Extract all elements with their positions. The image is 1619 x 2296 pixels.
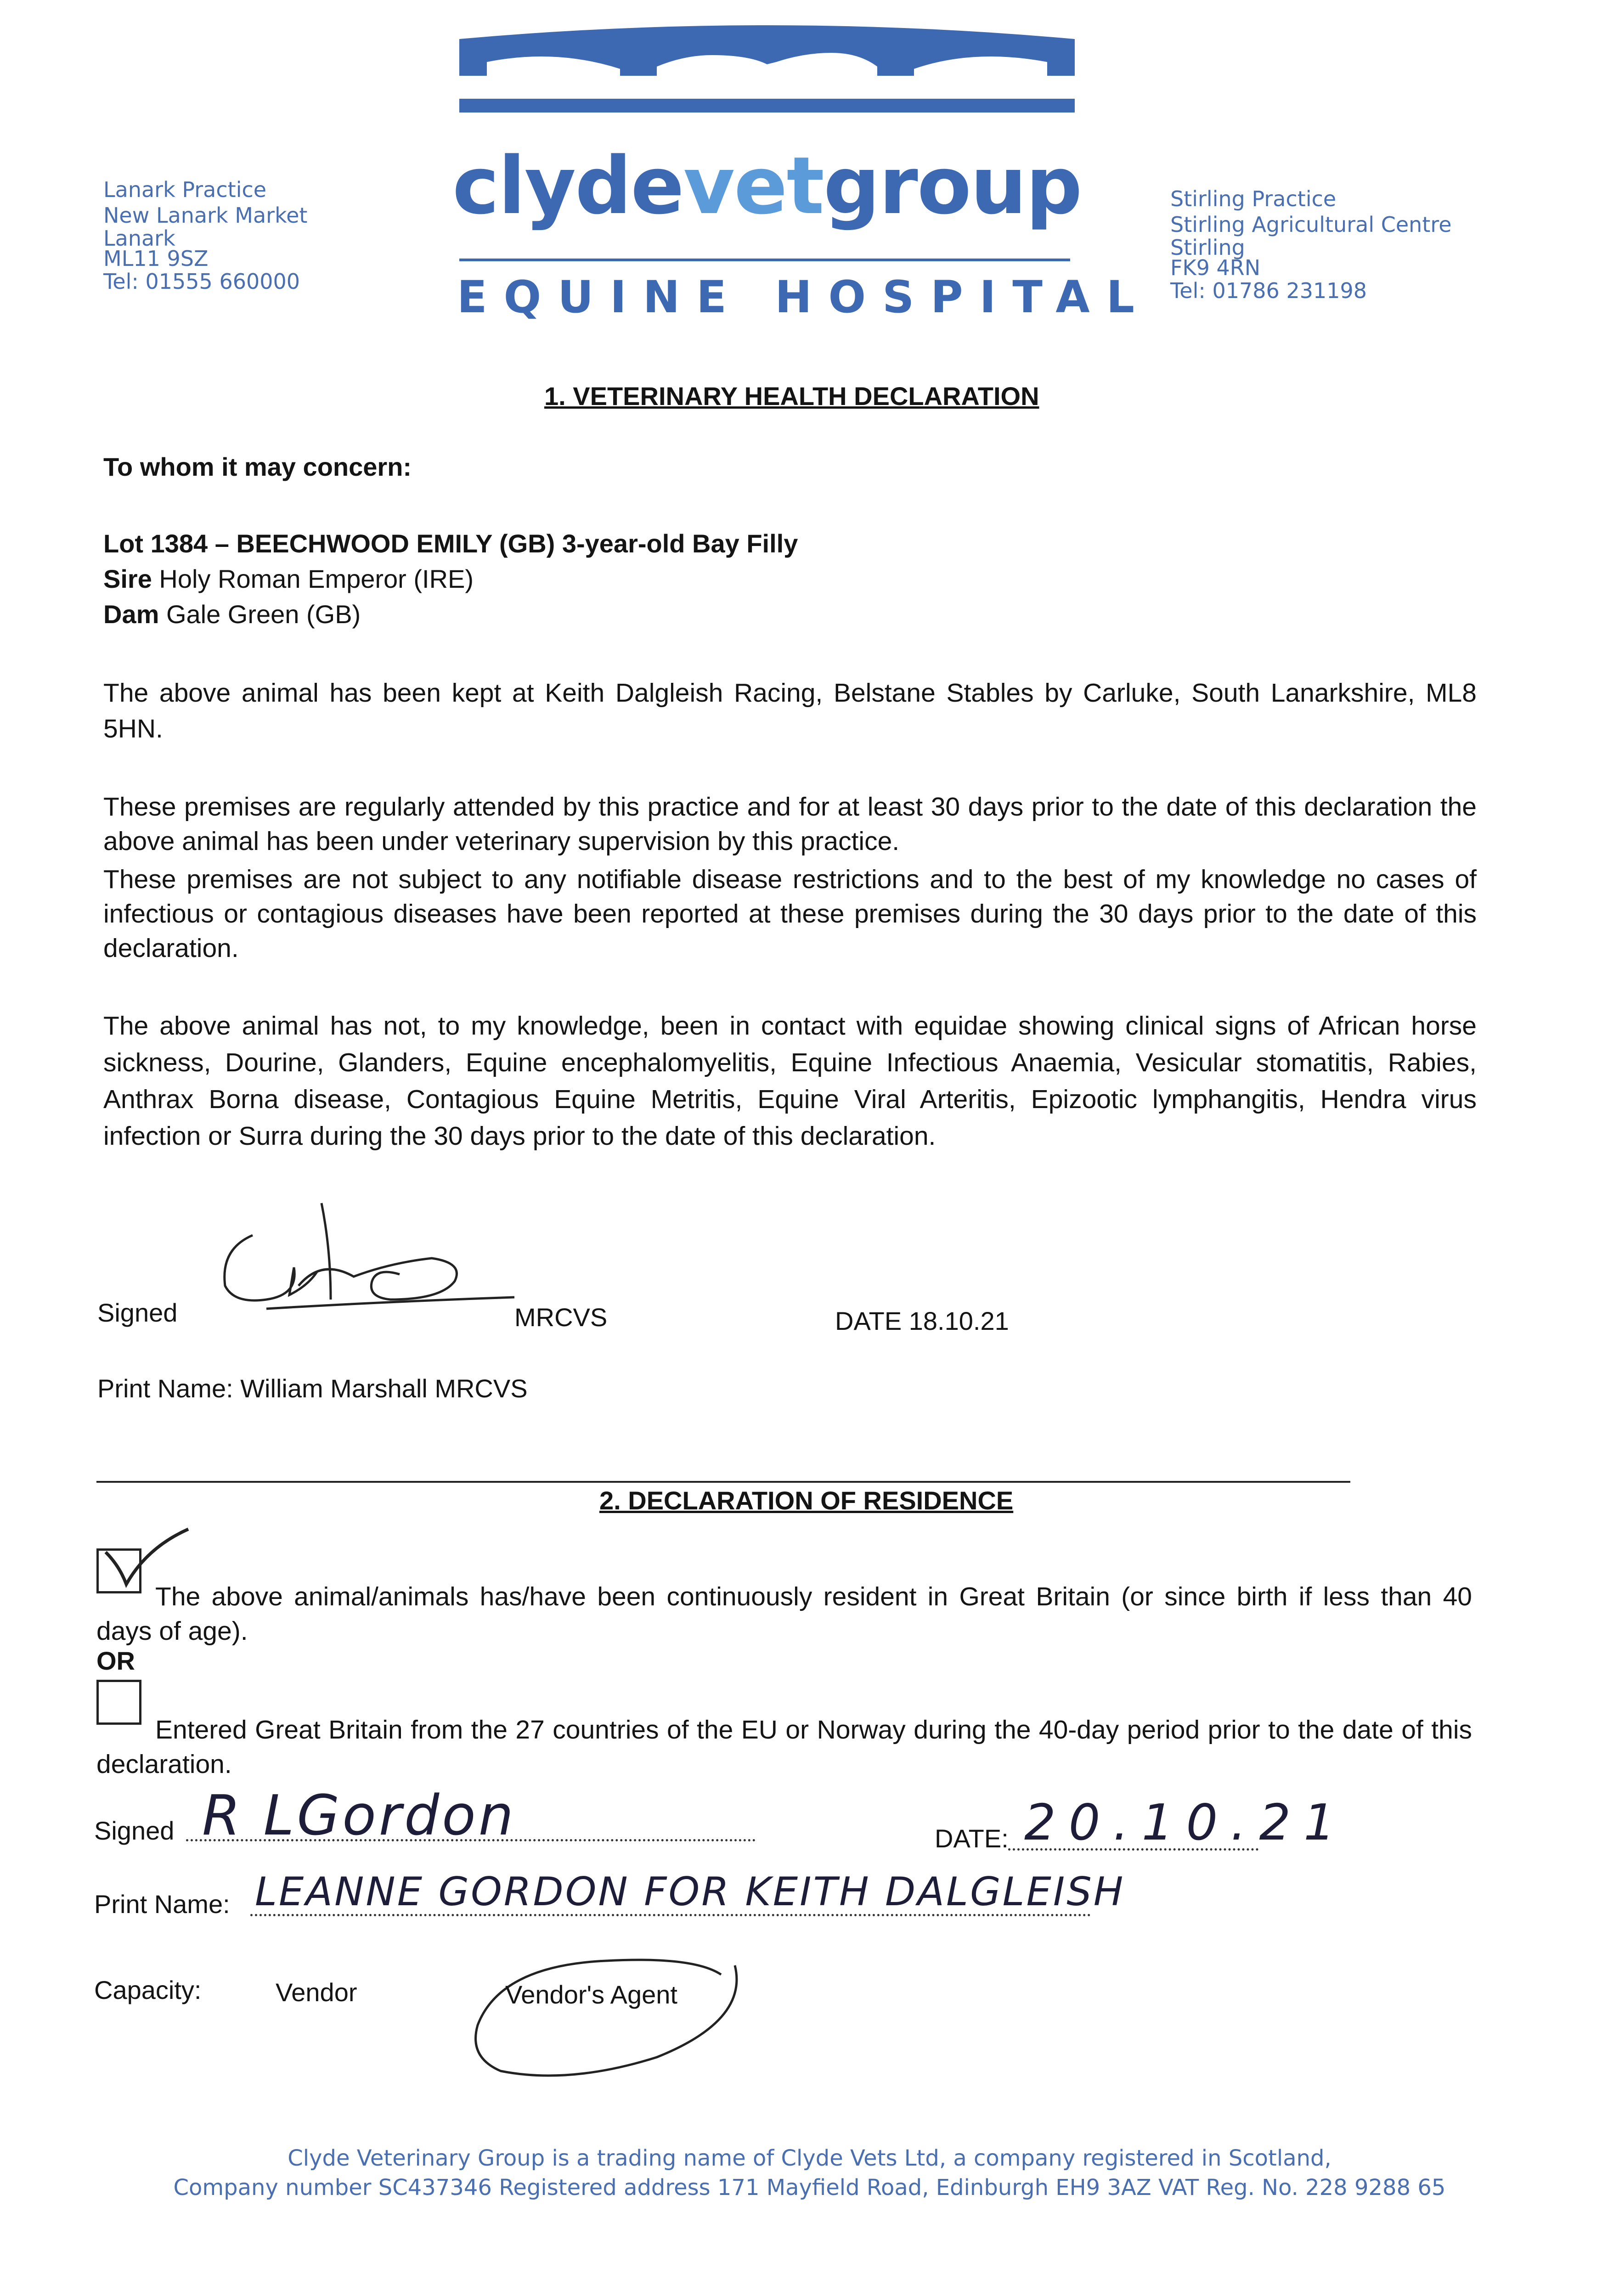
address-line: Stirling Agricultural Centre xyxy=(1170,212,1452,237)
owner-print-label: Print Name: xyxy=(94,1890,230,1919)
owner-print-handwritten: LEANNE GORDON FOR KEITH DALGLEISH xyxy=(255,1869,1125,1915)
address-line: Tel: 01555 660000 xyxy=(103,269,300,294)
paragraph-contact-declaration: The above animal has not, to my knowledge, been in contact with equidae showing clinical signs of African horse sickness, Dourine, Glanders, Equine encephalomyelitis, Equine Infectious Anaemia, Vesicular stomatitis, Rabies, Anthrax Borna disease, Contagious Equine Metritis, Equine Viral Arteritis, Epizootic lymphangitis, Hendra virus infection or Surra during the 30 days prior to the date of this declaration. xyxy=(103,1011,1477,1151)
address-line: ML11 9SZ xyxy=(103,246,209,271)
or-label: OR xyxy=(96,1646,135,1675)
dam-value: Gale Green (GB) xyxy=(166,600,361,629)
capacity-vendor[interactable]: Vendor xyxy=(276,1978,357,2007)
owner-signed-label: Signed xyxy=(94,1816,175,1845)
owner-signature: R LGordon xyxy=(202,1784,516,1848)
stirling-practice-address xyxy=(1170,186,1452,304)
paragraph-disease-restrictions: These premises are not subject to any notifiable disease restrictions and to the best of my knowledge no cases of infectious or contagious diseases have been reported at these premises during the 30 days prior to the date of this declaration. xyxy=(103,865,1477,963)
capacity-vendors-agent[interactable]: Vendor's Agent xyxy=(505,1980,677,2009)
paragraph-supervision: These premises are regularly attended by this practice and for at least 30 days prior to the date of this declaration the above animal has been under veterinary supervision by this practice. xyxy=(103,792,1477,856)
lot-line: Lot 1384 – BEECHWOOD EMILY (GB) 3-year-old Bay Filly xyxy=(103,529,798,558)
vet-declaration-date: DATE 18.10.21 xyxy=(835,1306,1009,1335)
mrcvs-label: MRCVS xyxy=(514,1303,608,1332)
bridge-logo-icon xyxy=(455,21,1079,126)
capacity-selection-circle xyxy=(464,1947,749,2089)
footer-line-1: Clyde Veterinary Group is a trading name of Clyde Vets Ltd, a company registered in Scotland, xyxy=(288,2145,1331,2171)
logo-word-clyde: clyde xyxy=(452,140,683,232)
dam-label: Dam xyxy=(103,600,159,629)
lanark-practice-address xyxy=(103,177,307,294)
dam-line xyxy=(103,597,361,632)
footer xyxy=(92,2144,1527,2202)
section-divider xyxy=(96,1481,1350,1483)
address-line: FK9 4RN xyxy=(1170,255,1261,280)
address-line: Tel: 01786 231198 xyxy=(1170,278,1367,303)
owner-date-handwritten: 20.10.21 xyxy=(1024,1794,1348,1851)
address-line: Lanark xyxy=(103,226,175,251)
logo-wordmark xyxy=(452,140,1082,232)
address-line: Stirling xyxy=(1170,235,1245,260)
paragraph-premises: The above animal has been kept at Keith Dalgleish Racing, Belstane Stables by Carluke, South Lanarkshire, ML8 5HN. xyxy=(103,678,1477,743)
section1-title: 1. VETERINARY HEALTH DECLARATION xyxy=(544,382,1039,411)
address-line: New Lanark Market xyxy=(103,203,308,228)
sire-value: Holy Roman Emperor (IRE) xyxy=(159,564,474,593)
capacity-label: Capacity: xyxy=(94,1975,202,2004)
footer-line-2: Company number SC437346 Registered address 171 Mayfield Road, Edinburgh EH9 3AZ VAT Reg. No. 228 9288 65 xyxy=(173,2175,1446,2200)
vet-signature xyxy=(216,1194,519,1313)
sire-label: Sire xyxy=(103,564,152,593)
option-continuous-residence-text: The above animal/animals has/have been continuously resident in Great Britain (or since birth if less than 40 days of age). xyxy=(96,1582,1472,1646)
option-eu-entry-text: Entered Great Britain from the 27 countries of the EU or Norway during the 40-day period prior to the date of this declaration. xyxy=(96,1715,1472,1779)
vet-print-name: Print Name: William Marshall MRCVS xyxy=(97,1374,528,1403)
option-eu-entry xyxy=(96,1713,1472,1782)
address-line: Stirling Practice xyxy=(1170,186,1337,211)
logo-divider xyxy=(459,259,1070,261)
sire-line xyxy=(103,561,474,597)
logo-word-group: group xyxy=(823,140,1082,232)
address-line: Lanark Practice xyxy=(103,177,267,202)
logo-subtitle: EQUINE HOSPITAL xyxy=(457,271,1151,323)
salutation: To whom it may concern: xyxy=(103,452,412,481)
option-continuous-residence xyxy=(96,1580,1472,1649)
logo-word-vet: vet xyxy=(683,140,824,232)
section2-title: 2. DECLARATION OF RESIDENCE xyxy=(599,1486,1014,1515)
vet-signed-label: Signed xyxy=(97,1298,178,1327)
owner-date-label: DATE: xyxy=(935,1824,1009,1853)
